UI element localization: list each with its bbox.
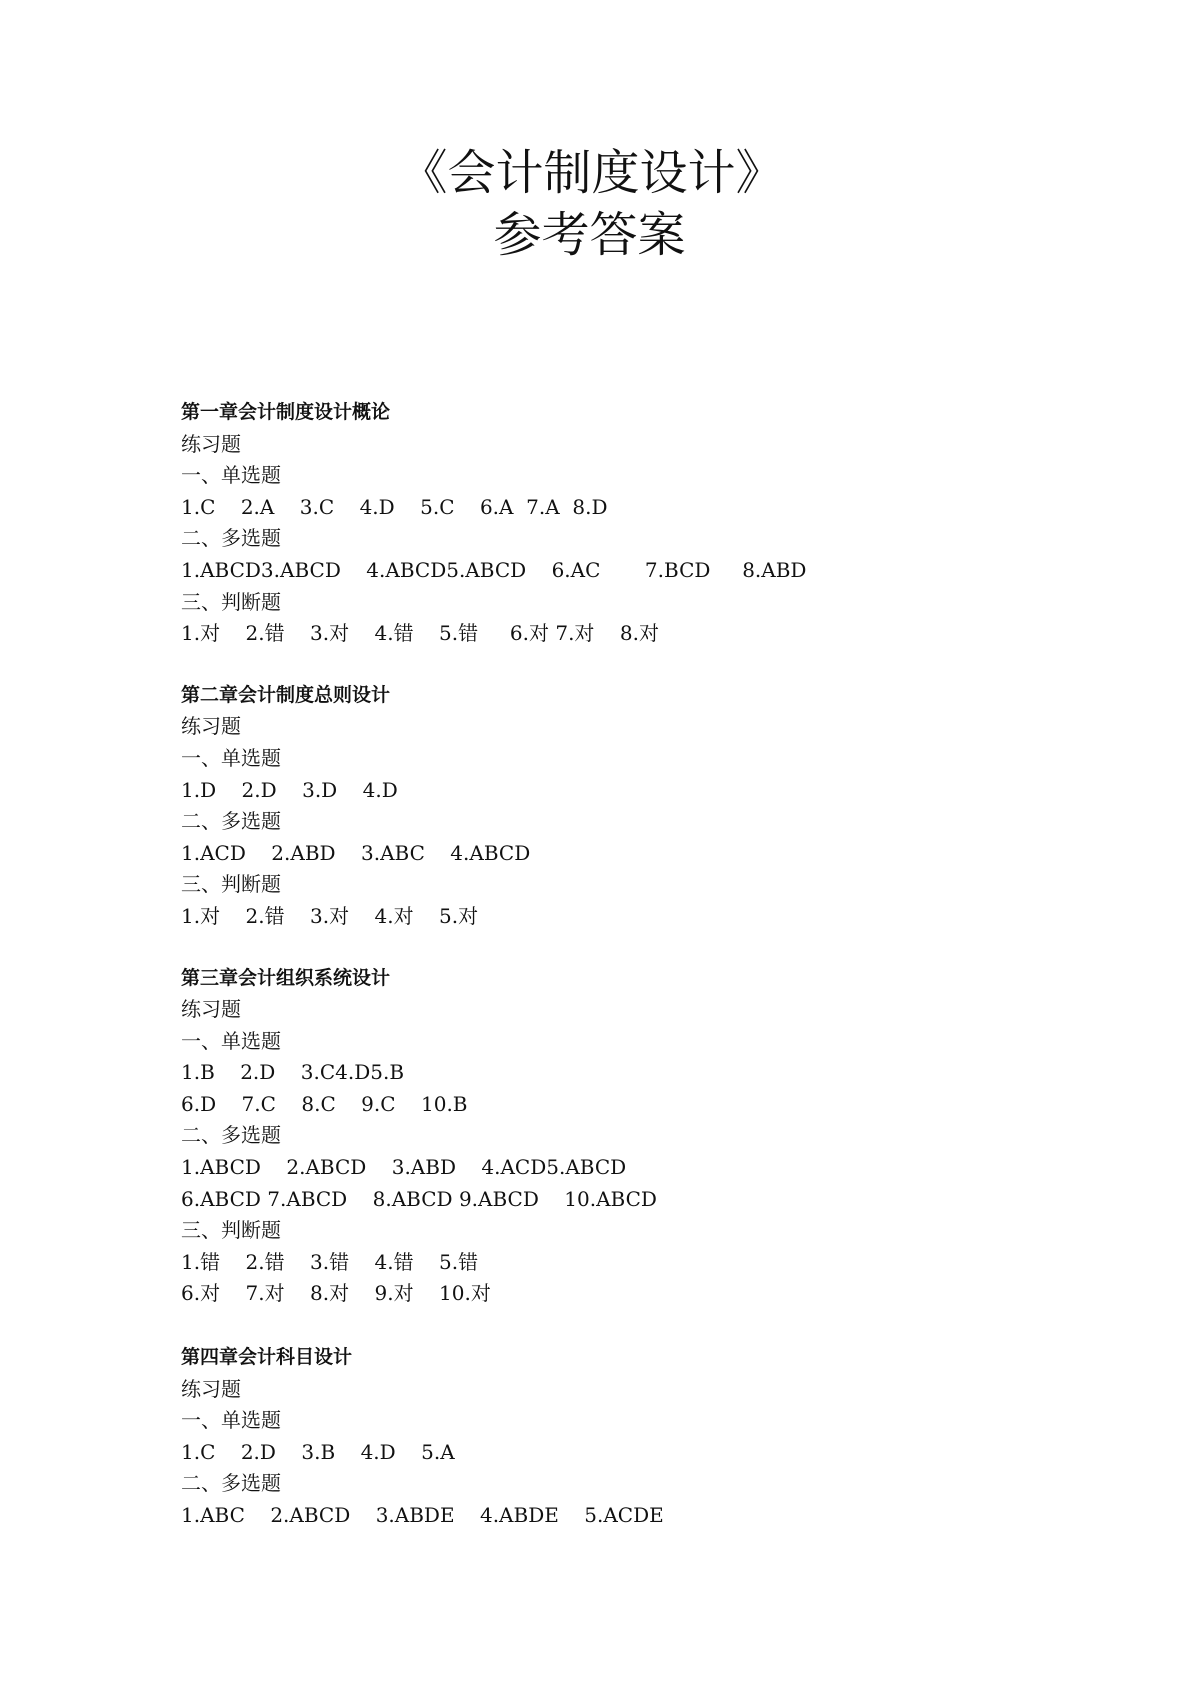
chapter-title: 第四章会计科目设计 bbox=[181, 1346, 353, 1369]
section-heading: 二、多选题 bbox=[181, 1471, 281, 1496]
answer-line: 1.ACD 2.ABD 3.ABC 4.ABCD bbox=[181, 840, 531, 865]
answer-line: 1.ABCD3.ABCD 4.ABCD5.ABCD 6.AC 7.BCD 8.ABD bbox=[181, 557, 807, 582]
section-heading: 一、单选题 bbox=[181, 1028, 281, 1053]
section-heading: 一、单选题 bbox=[181, 1408, 281, 1433]
chapter-title: 第一章会计制度设计概论 bbox=[181, 401, 391, 423]
answer-content bbox=[181, 397, 1081, 1562]
section-heading: 二、多选题 bbox=[181, 526, 281, 551]
section-heading: 练习题 bbox=[181, 431, 241, 456]
section-heading: 三、判断题 bbox=[181, 872, 281, 897]
section-heading: 二、多选题 bbox=[181, 809, 281, 834]
section-heading: 三、判断题 bbox=[181, 589, 281, 614]
chapter-section bbox=[181, 963, 1081, 1311]
answer-line: 1.B 2.D 3.C4.D5.B bbox=[181, 1060, 405, 1085]
answer-line: 6.对 7.对 8.对 9.对 10.对 bbox=[181, 1281, 491, 1306]
section-heading: 练习题 bbox=[181, 1376, 241, 1401]
answer-line: 1.对 2.错 3.对 4.错 5.错 6.对 7.对 8.对 bbox=[181, 621, 659, 646]
answer-line: 1.ABCD 2.ABCD 3.ABD 4.ACD5.ABCD bbox=[181, 1155, 627, 1180]
answer-line: 1.对 2.错 3.对 4.对 5.对 bbox=[181, 903, 479, 928]
section-heading: 一、单选题 bbox=[181, 745, 281, 770]
answer-line: 6.D 7.C 8.C 9.C 10.B bbox=[181, 1091, 468, 1116]
chapter-section bbox=[181, 397, 1081, 650]
document-subtitle: 参考答案 bbox=[493, 207, 686, 263]
answer-line: 6.ABCD 7.ABCD 8.ABCD 9.ABCD 10.ABCD bbox=[181, 1186, 657, 1211]
answer-line: 1.错 2.错 3.错 4.错 5.错 bbox=[181, 1249, 479, 1274]
chapter-title: 第三章会计组织系统设计 bbox=[181, 966, 391, 989]
section-heading: 练习题 bbox=[181, 714, 241, 739]
section-heading: 一、单选题 bbox=[181, 463, 281, 488]
section-heading: 三、判断题 bbox=[181, 1218, 281, 1243]
chapter-section bbox=[181, 1342, 1081, 1532]
answer-line: 1.C 2.D 3.B 4.D 5.A bbox=[181, 1439, 455, 1464]
document-header bbox=[0, 142, 1191, 266]
chapter-title: 第二章会计制度总则设计 bbox=[181, 683, 391, 706]
section-heading: 练习题 bbox=[181, 997, 241, 1022]
section-heading: 二、多选题 bbox=[181, 1123, 281, 1148]
chapter-section bbox=[181, 680, 1081, 933]
answer-line: 1.ABC 2.ABCD 3.ABDE 4.ABDE 5.ACDE bbox=[181, 1503, 664, 1527]
answer-line: 1.D 2.D 3.D 4.D bbox=[181, 777, 398, 802]
answer-line: 1.C 2.A 3.C 4.D 5.C 6.A 7.A 8.D bbox=[181, 494, 608, 519]
document-title: 《会计制度设计》 bbox=[399, 145, 784, 201]
